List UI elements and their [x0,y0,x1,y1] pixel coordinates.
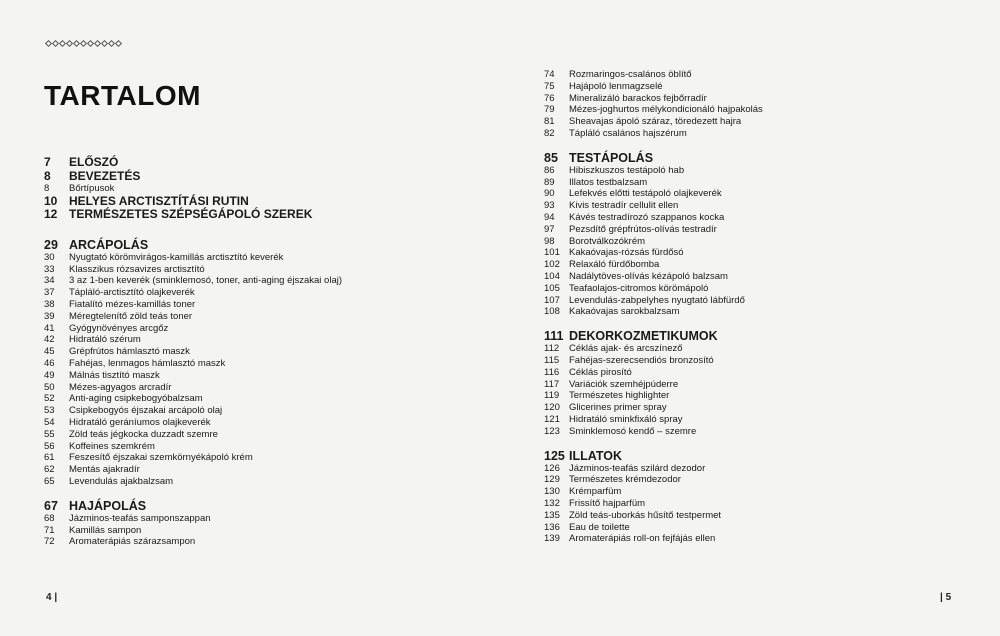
toc-entry [544,379,984,391]
toc-page-number: 75 [544,80,555,92]
toc-entry-title: Kakaóvajas-rózsás fürdősó [569,247,684,259]
toc-entry [44,323,484,335]
toc-entry-title: Relaxáló fürdőbomba [569,259,660,271]
toc-page-number: 85 [544,150,558,165]
toc-page-number: 8 [44,183,50,194]
toc-page-number: 121 [544,413,560,425]
toc-entry-title: Krémparfüm [569,486,622,498]
toc-entry [44,334,484,346]
toc-entry [44,311,484,323]
toc-entry-title: Jázminos-teafás szilárd dezodor [569,462,706,474]
toc-page-number: 38 [44,298,55,310]
toc-page-number: 82 [544,127,555,139]
toc-entry-title: Gyógynövényes arcgőz [69,322,169,334]
toc-entry-title: Nadálytöves-olívás kézápoló balzsam [569,270,728,282]
toc-entry [44,275,484,287]
toc-entry [44,405,484,417]
toc-entry [544,93,984,105]
toc-entry-title: Eau de toilette [569,521,630,533]
toc-entry-title: BEVEZETÉS [69,168,141,183]
toc-page-number: 139 [544,533,560,545]
toc-entry [44,299,484,311]
toc-page-number: 105 [544,282,560,294]
toc-entry-title: Bőrtípusok [69,183,115,194]
toc-page-number: 116 [544,366,560,378]
toc-page-number: 86 [544,164,555,176]
toc-entry-title: Mézes-agyagos arcradír [69,381,172,393]
toc-page-number: 74 [544,69,555,80]
toc-page-number: 89 [544,176,555,188]
toc-page-number: 55 [44,428,55,440]
toc-entry [544,165,984,177]
toc-entry [544,463,984,475]
toc-page-number: 10 [44,193,58,208]
toc-entry-title: Fiatalító mézes-kamillás toner [69,298,196,310]
toc-entry-title: Jázminos-teafás samponszappan [69,512,211,524]
toc-entry [44,346,484,358]
toc-page-number: 90 [544,188,555,200]
toc-entry [44,536,484,548]
toc-entry-title: Málnás tisztító maszk [69,369,160,381]
toc-entry [544,329,984,343]
toc-page-number: 98 [544,235,555,247]
toc-page-number: 101 [544,247,560,259]
toc-page-number: 79 [544,104,555,116]
toc-entry-title: ILLATOK [569,448,623,463]
toc-entry [544,188,984,200]
toc-entry-title: Glicerines primer spray [569,402,667,414]
toc-page-number: 72 [44,536,55,548]
toc-entry [544,236,984,248]
toc-entry [44,264,484,276]
toc-entry-title: HELYES ARCTISZTÍTÁSI RUTIN [69,193,249,208]
toc-page-number: 123 [544,425,560,437]
toc-entry-title: ELŐSZÓ [69,155,119,169]
toc-entry-title: Variációk szemhéjpúderre [569,378,679,390]
toc-entry [544,212,984,224]
toc-page-number: 67 [44,498,58,513]
toc-page-number: 42 [44,334,55,346]
toc-entry-title: Csipkebogyós éjszakai arcápoló olaj [69,405,223,417]
toc-page-number: 49 [44,369,55,381]
toc-entry [544,449,984,463]
toc-entry [544,116,984,128]
toc-entry [44,441,484,453]
toc-entry [544,69,984,81]
toc-page-number: 126 [544,462,560,474]
toc-entry [544,224,984,236]
toc-entry [544,306,984,318]
toc-entry-title: Méregtelenítő zöld teás toner [69,310,193,322]
toc-page-number: 71 [44,524,55,536]
toc-page-number: 76 [544,92,555,104]
toc-entry-title: Céklás ajak- és arcszínező [569,343,683,355]
decorative-diamond-row [46,41,123,46]
toc-entry-title: Kávés testradírozó szappanos kocka [569,211,725,223]
toc-entry-title: Mézes-joghurtos mélykondicionáló hajpakolás [569,104,763,116]
toc-entry-title: Hidratáló geráníumos olajkeverék [69,416,211,428]
toc-page-number: 81 [544,116,555,128]
toc-entry [44,499,484,513]
toc-page-number: 56 [44,440,55,452]
toc-entry [44,287,484,299]
toc-page-number: 45 [44,346,55,358]
toc-page-number: 135 [544,509,560,521]
toc-page-number: 94 [544,211,555,223]
toc-entry-title: Frissítő hajparfüm [569,497,646,509]
toc-page-number: 125 [544,448,565,463]
toc-entry [544,200,984,212]
toc-page-number: 61 [44,452,55,464]
toc-page-number: 52 [44,393,55,405]
toc-entry-title: Rozmaringos-csalános öblítő [569,69,692,80]
toc-entry-title: Hajápoló lenmagzselé [569,80,663,92]
toc-entry-title: Kamillás sampon [69,524,142,536]
toc-page-number: 7 [44,155,51,169]
toc-entry-title: Fahéjas, lenmagos hámlasztó maszk [69,357,226,369]
toc-page-number: 104 [544,270,560,282]
toc-entry-title: Hidratáló sminkfixáló spray [569,413,683,425]
toc-entry [544,510,984,522]
toc-entry-title: Levendulás ajakbalzsam [69,475,174,487]
toc-entry [44,417,484,429]
toc-page-number: 107 [544,294,560,306]
toc-entry-title: Tápláló-arctisztító olajkeverék [69,287,195,299]
toc-entry [44,464,484,476]
toc-entry-title: HAJÁPOLÁS [69,498,147,513]
page-number-right: | 5 [940,592,952,603]
toc-page-number: 93 [544,200,555,212]
toc-page-number: 12 [44,207,58,222]
toc-page-number: 33 [44,263,55,275]
toc-page-number: 65 [44,475,55,487]
toc-page-number: 115 [544,354,560,366]
toc-entry [544,533,984,545]
toc-page-number: 117 [544,378,560,390]
toc-entry [44,238,484,252]
toc-entry-title: Természetes highlighter [569,390,670,402]
toc-entry [44,382,484,394]
toc-page-number: 111 [544,329,564,344]
toc-entry [544,247,984,259]
toc-entry-title: Sheavajas ápoló száraz, töredezett hajra [569,116,742,128]
toc-page-number: 120 [544,402,560,414]
toc-entry-title: Grépfrútos hámlasztó maszk [69,346,190,358]
toc-page-number: 129 [544,474,560,486]
toc-entry [544,522,984,534]
toc-entry [44,513,484,525]
toc-entry [44,170,484,184]
toc-entry-title: Természetes krémdezodor [569,474,681,486]
toc-page-number: 41 [44,322,55,334]
toc-entry-title: Céklás pirosító [569,366,632,378]
toc-page-number: 136 [544,521,560,533]
toc-entry [544,151,984,165]
toc-entry-title: TERMÉSZETES SZÉPSÉGÁPOLÓ SZEREK [69,207,313,222]
toc-entry-title: ARCÁPOLÁS [69,237,149,252]
toc-entry [544,343,984,355]
toc-page-number: 46 [44,357,55,369]
toc-right-column [544,69,984,545]
toc-entry [544,367,984,379]
toc-entry-title: Aromaterápiás szárazsampon [69,536,196,548]
toc-entry-title: Levendulás-zabpelyhes nyugtató lábfürdő [569,294,745,306]
toc-page-number: 29 [44,237,58,252]
toc-entry-title: Lefekvés előtti testápoló olajkeverék [569,188,722,200]
toc-page-number: 130 [544,486,560,498]
toc-entry [44,476,484,488]
toc-page-number: 53 [44,405,55,417]
toc-entry [544,128,984,140]
toc-entry [544,104,984,116]
toc-entry [44,156,484,170]
toc-entry-title: Aromaterápiás roll-on fejfájás ellen [569,533,716,545]
toc-page-number: 108 [544,306,560,318]
toc-entry [44,358,484,370]
toc-entry-title: Anti-aging csipkebogyóbalzsam [69,393,203,405]
toc-entry [544,474,984,486]
toc-entry-title: DEKORKOZMETIKUMOK [569,329,718,344]
toc-entry-title: Mineralizáló barackos fejbőrradír [569,92,707,104]
toc-entry-title: Fahéjas-szerecsendiós bronzosító [569,354,714,366]
toc-left-column [44,156,484,548]
toc-entry-title: Klasszikus rózsavizes arctisztító [69,263,205,275]
toc-entry [544,295,984,307]
toc-entry-title: Hibiszkuszos testápoló hab [569,164,685,176]
toc-entry-title: Tápláló csalános hajszérum [569,127,687,139]
toc-page-number: 102 [544,259,560,271]
toc-page-number: 112 [544,343,560,355]
toc-page-number: 30 [44,251,55,263]
toc-entry [44,252,484,264]
toc-entry [544,355,984,367]
toc-entry-title: Mentás ajakradír [69,464,140,476]
toc-entry-title: Pezsdítő grépfrútos-olívás testradír [569,223,717,235]
toc-entry [44,370,484,382]
toc-entry [44,208,484,222]
toc-entry-title: 3 az 1-ben keverék (sminklemosó, toner, anti-aging éjszakai olaj) [69,275,342,287]
toc-page-number: 62 [44,464,55,476]
toc-page-number: 8 [44,168,51,183]
toc-entry [544,402,984,414]
toc-page-number: 37 [44,287,55,299]
toc-entry-title: Sminklemosó kendő – szemre [569,425,697,437]
toc-page-number: 119 [544,390,560,402]
toc-entry-title: Illatos testbalzsam [569,176,648,188]
toc-entry-title: Kivis testradír cellulit ellen [569,200,679,212]
toc-entry [544,177,984,189]
toc-entry [544,390,984,402]
toc-entry-title: TESTÁPOLÁS [569,150,654,165]
toc-entry [544,283,984,295]
toc-entry [44,525,484,537]
toc-entry-title: Zöld teás-uborkás hűsítő testpermet [569,509,722,521]
toc-page-number: 50 [44,381,55,393]
toc-page-number: 39 [44,310,55,322]
toc-entry [544,259,984,271]
toc-entry [544,426,984,438]
toc-entry [544,81,984,93]
toc-entry-title: Zöld teás jégkocka duzzadt szemre [69,428,218,440]
toc-entry-title: Feszesítő éjszakai szemkörnyékápoló krém [69,452,253,464]
toc-entry [44,429,484,441]
toc-entry-title: Nyugtató körömvirágos-kamillás arctisztító keverék [69,251,284,263]
toc-page-number: 97 [544,223,555,235]
toc-entry [544,498,984,510]
toc-entry [544,414,984,426]
toc-entry-title: Hidratáló szérum [69,334,141,346]
toc-entry [544,271,984,283]
toc-page-number: 54 [44,416,55,428]
toc-page-number: 132 [544,497,560,509]
toc-page-number: 34 [44,275,55,287]
toc-entry [44,452,484,464]
toc-page-number: 68 [44,512,55,524]
page-title: TARTALOM [44,80,201,111]
toc-entry-title: Kakaóvajas sarokbalzsam [569,306,680,318]
toc-entry-title: Teafaolajos-citromos körömápoló [569,282,709,294]
toc-entry [544,486,984,498]
page-number-left: 4 | [46,592,58,603]
toc-entry-title: Borotválkozókrém [569,235,646,247]
toc-entry [44,393,484,405]
toc-entry-title: Koffeines szemkrém [69,440,155,452]
